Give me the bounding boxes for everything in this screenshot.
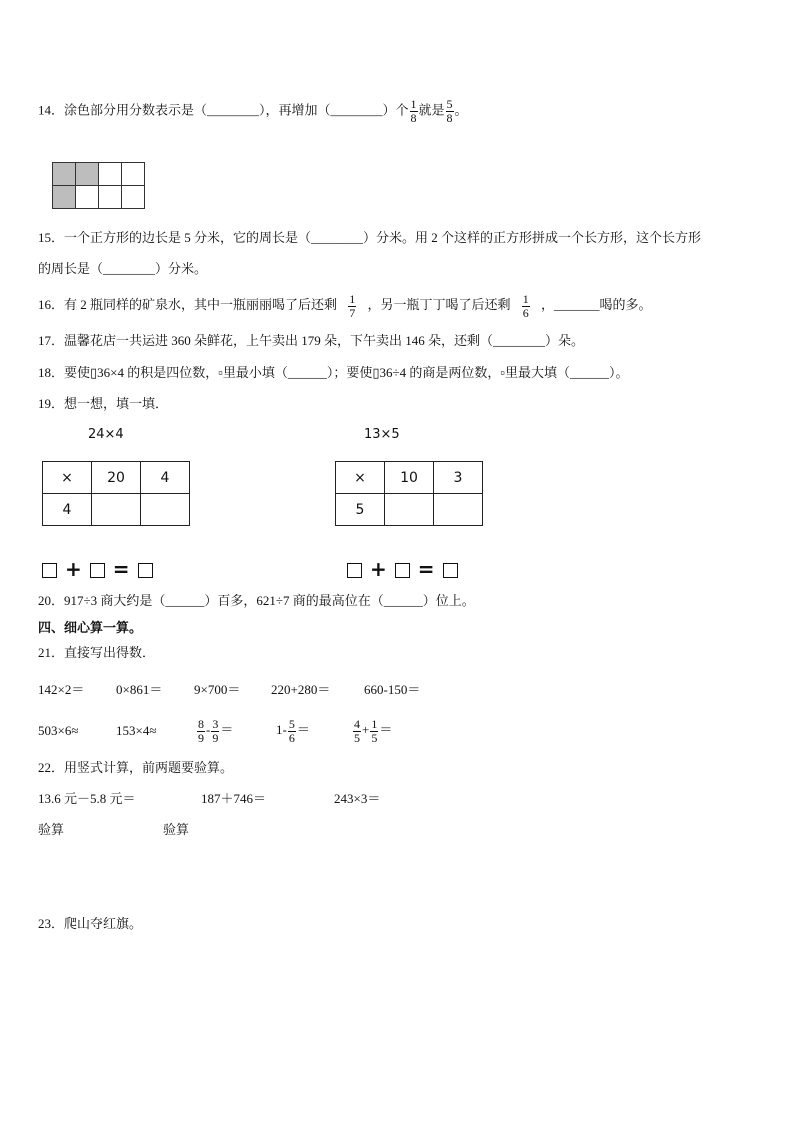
q14-frac1-den: 8 [410,111,417,125]
q23-line: 23．爬山夺红旗。 [38,916,143,931]
q22-line: 22．用竖式计算，前两题要验算。 [38,760,234,775]
q21-fraction-expr-3 [352,712,392,748]
q16-fraction-2 [522,293,530,320]
q14-frac2-den: 8 [446,111,453,125]
q16-text-a: 16．有 2 瓶同样的矿泉水，其中一瓶丽丽喝了后还剩 [38,297,338,312]
q19-right-h0: × [336,462,385,494]
unshaded-cell [122,186,145,209]
equals-sign: = [417,557,435,581]
f3-eq: ＝ [379,722,393,737]
answer-box [42,563,57,578]
q19-right-r1 [385,494,434,526]
q22-item-2: 187＋746＝ [201,791,267,806]
q21-r1-c1: 0×861＝ [116,682,163,697]
f3-b-num: 1 [371,716,378,731]
q16-line [38,289,652,321]
f1-op: - [206,722,211,737]
q14-text-a: 14．涂色部分用分数表示是（________），再增加（________）个 [38,102,409,118]
f3-b-den: 5 [371,730,378,745]
f1-b-den: 9 [212,730,219,745]
shaded-cell [53,186,76,209]
q20-line: 20．917÷3 商大约是（______）百多，621÷7 商的最高位在（______）位上。 [38,593,475,608]
q19-line: 19．想一想，填一填． [38,396,169,411]
q14-fraction-2 [446,98,454,125]
f1-eq: ＝ [220,722,234,737]
q14-line [38,98,468,125]
q22-check-1: 验算 [38,822,65,837]
q19-right-caption: 13×5 [364,427,400,442]
answer-box [395,563,410,578]
q21-r1-c4: 660-150＝ [364,682,421,697]
f1-a-den: 9 [198,730,204,745]
q19-left-r1 [92,494,141,526]
unshaded-cell [122,163,145,186]
shaded-cell [53,163,76,186]
q14-frac2-num: 5 [446,97,453,111]
q21-r1-c2: 9×700＝ [194,682,241,697]
section-4-title: 四、细心算一算。 [38,620,143,635]
answer-box [90,563,105,578]
q21-fraction-expr-2 [276,712,310,748]
f2-eq: ＝ [296,722,310,737]
q14-text-b: 就是 [418,102,445,118]
q19-right-h1: 10 [385,462,434,494]
q22-item-3: 243×3＝ [334,791,381,806]
q22-item-1: 13.6 元－5.8 元＝ [38,791,136,806]
q16-frac2-num: 1 [522,291,529,306]
answer-box [443,563,458,578]
q14-text-c: 。 [454,102,468,118]
q21-r2-c0: 503×6≈ [38,723,79,738]
q21-line: 21．直接写出得数． [38,645,156,660]
q19-left-h0: × [43,462,92,494]
f2-pre: 1- [276,722,287,737]
f3-op: + [362,722,370,737]
answer-box [347,563,362,578]
q19-left-equation [42,557,161,581]
plus-sign: + [370,557,387,581]
q21-r2-c1: 153×4≈ [116,723,157,738]
q19-right-h2: 3 [434,462,483,494]
answer-box [138,563,153,578]
q19-left-h1: 20 [92,462,141,494]
q16-text-b: ，另一瓶丁丁喝了后还剩 [367,297,511,312]
f1-b-num: 3 [212,716,219,731]
q16-fraction-1 [348,293,356,320]
q15-line-2: 的周长是（________）分米。 [38,261,208,276]
q19-left-r2 [141,494,190,526]
q16-text-c: ，_______喝的多。 [541,297,652,312]
q16-frac1-num: 1 [349,291,356,306]
equals-sign: = [112,557,130,581]
q21-r1-c0: 142×2＝ [38,682,85,697]
plus-sign: + [65,557,82,581]
unshaded-cell [99,163,122,186]
q15-line-1: 15．一个正方形的边长是 5 分米，它的周长是（________）分米。用 2 个这样的正方形拼成一个长方形，这个长方形 [38,230,702,245]
q19-left-caption: 24×4 [88,427,124,442]
q19-left-table [42,461,190,526]
q16-frac2-den: 6 [522,305,529,320]
q19-left-r0: 4 [43,494,92,526]
q19-right-equation [347,557,466,581]
q19-right-r2 [434,494,483,526]
shaded-cell [76,163,99,186]
q19-right-table [335,461,483,526]
f1-a-num: 8 [198,716,204,731]
q16-frac1-den: 7 [349,305,356,320]
unshaded-cell [99,186,122,209]
q19-left-h2: 4 [141,462,190,494]
f2-a-num: 5 [288,716,295,731]
q14-frac1-num: 1 [410,97,417,111]
q21-r1-c3: 220+280＝ [271,682,331,697]
q14-shaded-grid [52,162,145,209]
unshaded-cell [76,186,99,209]
q21-fraction-expr-1 [196,712,233,748]
f2-a-den: 6 [288,730,295,745]
q19-right-r0: 5 [336,494,385,526]
q17-line: 17．温馨花店一共运进 360 朵鲜花，上午卖出 179 朵，下午卖出 146 朵，还剩（________）朵。 [38,333,585,348]
q14-fraction-1 [410,98,418,125]
q22-check-2: 验算 [163,822,190,837]
f3-a-num: 4 [354,716,360,731]
q18-line: 18．要使▯36×4 的积是四位数，▫里最小填（______）；要使▯36÷4 的商是两位数，▫里最大填（______）。 [38,365,629,380]
f3-a-den: 5 [354,730,360,745]
